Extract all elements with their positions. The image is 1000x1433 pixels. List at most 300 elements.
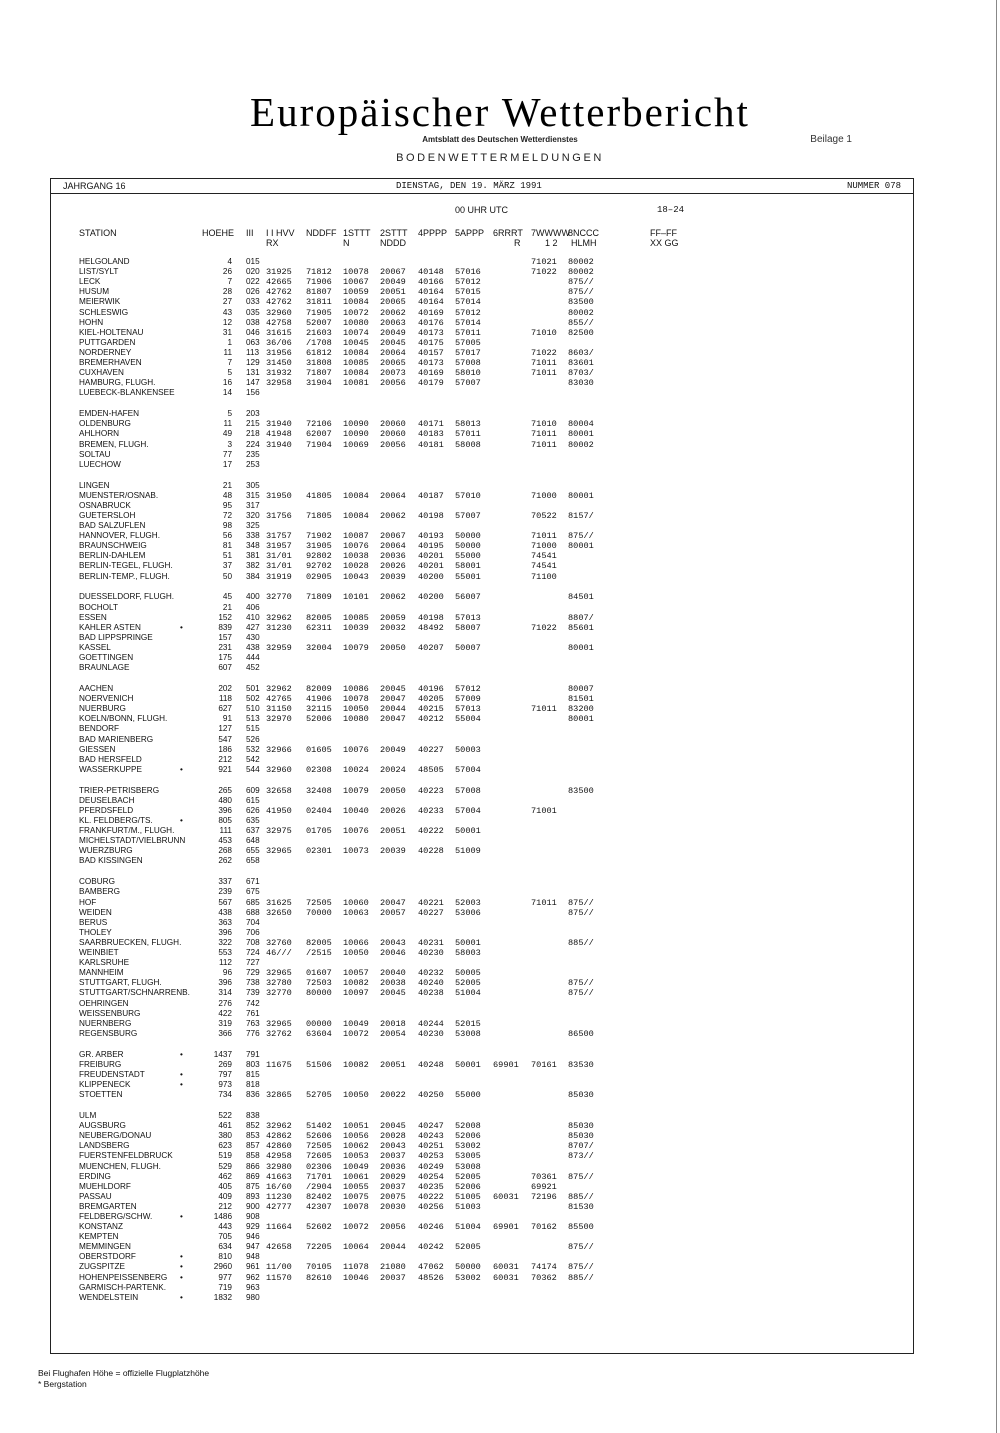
synop-group: 10084 xyxy=(343,348,369,358)
synop-group: 20062 xyxy=(380,592,406,602)
station-name: NORDERNEY xyxy=(79,348,132,357)
synop-group: 10074 xyxy=(343,328,369,338)
synop-group: 50001 xyxy=(455,1060,481,1070)
col-7wwww-sub: 1 2 xyxy=(545,238,558,248)
synop-group: 32770 xyxy=(266,988,292,998)
station-name: AACHEN xyxy=(79,684,114,693)
synop-group: 32865 xyxy=(266,1090,292,1100)
table-row xyxy=(0,267,1000,277)
synop-group: 20065 xyxy=(380,297,406,307)
synop-group: 40254 xyxy=(418,1172,444,1182)
mountain-station-mark: • xyxy=(180,623,183,632)
synop-group: 32770 xyxy=(266,592,292,602)
synop-group: 32965 xyxy=(266,846,292,856)
station-name: LUEBECK-BLANKENSEE xyxy=(79,388,175,397)
table-row xyxy=(0,765,1000,775)
synop-group: 80004 xyxy=(568,419,594,429)
synop-group: 40200 xyxy=(418,572,444,582)
synop-group: 63604 xyxy=(306,1029,332,1039)
col-8nccc-sub: HLMH xyxy=(571,238,597,248)
synop-group: 60031 xyxy=(493,1262,519,1272)
synop-group: 57016 xyxy=(455,267,481,277)
synop-group: 40221 xyxy=(418,898,444,908)
synop-group: 10063 xyxy=(343,908,369,918)
synop-group: 51402 xyxy=(306,1121,332,1131)
synop-group: 10056 xyxy=(343,1131,369,1141)
synop-group: 10073 xyxy=(343,846,369,856)
synop-group: 52005 xyxy=(455,978,481,988)
synop-group: 57014 xyxy=(455,297,481,307)
synop-group: 40187 xyxy=(418,491,444,501)
table-row xyxy=(0,419,1000,429)
station-height: 547 xyxy=(218,735,232,744)
table-row xyxy=(0,887,1000,897)
station-index: 317 xyxy=(246,501,260,510)
synop-group: 83200 xyxy=(568,704,594,714)
station-index: 131 xyxy=(246,368,260,377)
col-hoehe: HOEHE xyxy=(202,228,235,238)
synop-group: 48505 xyxy=(418,765,444,775)
synop-group: 81501 xyxy=(568,694,594,704)
synop-group: 31905 xyxy=(306,541,332,551)
station-height: 797 xyxy=(218,1070,232,1079)
synop-group: 71807 xyxy=(306,368,332,378)
synop-group: 10081 xyxy=(343,378,369,388)
synop-group: 20060 xyxy=(380,429,406,439)
synop-group: 57013 xyxy=(455,613,481,623)
synop-group: 55000 xyxy=(455,551,481,561)
synop-group: 10066 xyxy=(343,938,369,948)
synop-group: 72503 xyxy=(306,978,332,988)
synop-group: 20057 xyxy=(380,908,406,918)
synop-group: 83601 xyxy=(568,358,594,368)
synop-group: 62007 xyxy=(306,429,332,439)
synop-group: 20044 xyxy=(380,1242,406,1252)
synop-group: 20029 xyxy=(380,1172,406,1182)
station-height: 265 xyxy=(218,786,232,795)
station-index: 235 xyxy=(246,450,260,459)
synop-group: 40251 xyxy=(418,1141,444,1151)
col-7wwww: 7WWWW xyxy=(531,228,570,238)
station-height: 5 xyxy=(227,409,232,418)
synop-group: 21080 xyxy=(380,1262,406,1272)
synop-group: 74174 xyxy=(531,1262,557,1272)
station-index: 658 xyxy=(246,856,260,865)
station-index: 815 xyxy=(246,1070,260,1079)
station-index: 452 xyxy=(246,663,260,672)
station-name: WEINBIET xyxy=(79,948,119,957)
synop-group: 57012 xyxy=(455,277,481,287)
station-height: 7 xyxy=(227,277,232,286)
synop-group: 10072 xyxy=(343,1029,369,1039)
station-name: MUENSTER/OSNAB. xyxy=(79,491,159,500)
station-name: AHLHORN xyxy=(79,429,120,438)
synop-group: 20049 xyxy=(380,328,406,338)
station-height: 396 xyxy=(218,806,232,815)
synop-group: 70161 xyxy=(531,1060,557,1070)
synop-group: 50007 xyxy=(455,643,481,653)
station-height: 396 xyxy=(218,928,232,937)
synop-group: 20075 xyxy=(380,1192,406,1202)
synop-group: 53008 xyxy=(455,1029,481,1039)
synop-group: 48492 xyxy=(418,623,444,633)
synop-group: 71011 xyxy=(531,368,557,378)
page-title: Europäischer Wetterbericht xyxy=(250,89,750,135)
station-name: EMDEN-HAFEN xyxy=(79,409,140,418)
table-row xyxy=(0,297,1000,307)
synop-group: 855// xyxy=(568,318,594,328)
synop-group: 02905 xyxy=(306,572,332,582)
synop-group: 71022 xyxy=(531,348,557,358)
station-index: 729 xyxy=(246,968,260,977)
station-height: 607 xyxy=(218,663,232,672)
synop-group: 20030 xyxy=(380,1202,406,1212)
station-name: FREUDENSTADT xyxy=(79,1070,145,1079)
synop-group: 92702 xyxy=(306,561,332,571)
station-height: 175 xyxy=(218,653,232,662)
synop-group: 40195 xyxy=(418,541,444,551)
synop-group: 32966 xyxy=(266,745,292,755)
station-height: 77 xyxy=(222,450,232,459)
table-row xyxy=(0,368,1000,378)
synop-group: 875// xyxy=(568,531,594,541)
table-row xyxy=(0,988,1000,998)
synop-group: 53002 xyxy=(455,1273,481,1283)
station-name: BREMEN, FLUGH. xyxy=(79,440,149,449)
synop-group: 20028 xyxy=(380,1131,406,1141)
station-name: LECK xyxy=(79,277,101,286)
synop-group: 20040 xyxy=(380,968,406,978)
synop-group: 20056 xyxy=(380,1222,406,1232)
mountain-station-mark: • xyxy=(180,1252,183,1261)
station-height: 43 xyxy=(222,308,232,317)
synop-group: 10085 xyxy=(343,358,369,368)
synop-group: 83030 xyxy=(568,378,594,388)
synop-group: 70362 xyxy=(531,1273,557,1283)
station-name: NUERBURG xyxy=(79,704,126,713)
station-index: 803 xyxy=(246,1060,260,1069)
synop-group: 20056 xyxy=(380,440,406,450)
synop-group: 20044 xyxy=(380,704,406,714)
station-name: ERDING xyxy=(79,1172,111,1181)
table-row xyxy=(0,1131,1000,1141)
synop-group: 32762 xyxy=(266,1029,292,1039)
footnote-airport: Bei Flughafen Höhe = offizielle Flugplatzhöhe xyxy=(38,1368,210,1378)
station-index: 637 xyxy=(246,826,260,835)
station-height: 705 xyxy=(218,1232,232,1241)
table-row xyxy=(0,328,1000,338)
synop-group: 52015 xyxy=(455,1019,481,1029)
synop-group: 57007 xyxy=(455,378,481,388)
synop-group: 69901 xyxy=(493,1222,519,1232)
synop-group: 71902 xyxy=(306,531,332,541)
station-name: KL. FELDBERG/TS. xyxy=(79,816,153,825)
station-height: 269 xyxy=(218,1060,232,1069)
station-name: MEIERWIK xyxy=(79,297,121,306)
station-index: 626 xyxy=(246,806,260,815)
table-row xyxy=(0,1080,1000,1090)
station-index: 384 xyxy=(246,572,260,581)
synop-group: 58013 xyxy=(455,419,481,429)
synop-group: 10059 xyxy=(343,287,369,297)
synop-group: 71904 xyxy=(306,440,332,450)
synop-group: 40222 xyxy=(418,1192,444,1202)
synop-group: 10080 xyxy=(343,318,369,328)
station-index: 853 xyxy=(246,1131,260,1140)
synop-group: 80002 xyxy=(568,257,594,267)
table-row xyxy=(0,450,1000,460)
station-height: 553 xyxy=(218,948,232,957)
table-row xyxy=(0,287,1000,297)
station-index: 438 xyxy=(246,643,260,652)
synop-group: 80001 xyxy=(568,643,594,653)
mountain-station-mark: • xyxy=(180,816,183,825)
station-index: 156 xyxy=(246,388,260,397)
synop-group: 81530 xyxy=(568,1202,594,1212)
table-row xyxy=(0,806,1000,816)
synop-group: 70000 xyxy=(306,908,332,918)
synop-group: 32958 xyxy=(266,378,292,388)
station-name: KEMPTEN xyxy=(79,1232,119,1241)
synop-group: 02301 xyxy=(306,846,332,856)
synop-group: 52008 xyxy=(455,1121,481,1131)
synop-group: 57004 xyxy=(455,765,481,775)
synop-group: 11/00 xyxy=(266,1262,292,1272)
station-index: 338 xyxy=(246,531,260,540)
station-height: 49 xyxy=(222,429,232,438)
table-row xyxy=(0,663,1000,673)
station-height: 17 xyxy=(222,460,232,469)
station-name: LINGEN xyxy=(79,481,110,490)
table-row xyxy=(0,816,1000,826)
synop-group: 32980 xyxy=(266,1162,292,1172)
station-height: 239 xyxy=(218,887,232,896)
synop-group: 20045 xyxy=(380,684,406,694)
synop-group: 20045 xyxy=(380,988,406,998)
station-name: BOCHOLT xyxy=(79,603,118,612)
table-row xyxy=(0,1050,1000,1060)
synop-group: 01605 xyxy=(306,745,332,755)
synop-group: 69921 xyxy=(531,1182,557,1192)
synop-group: 10078 xyxy=(343,267,369,277)
station-name: MEMMINGEN xyxy=(79,1242,131,1251)
synop-group: 875// xyxy=(568,1172,594,1182)
synop-group: 40249 xyxy=(418,1162,444,1172)
synop-group: 82402 xyxy=(306,1192,332,1202)
synop-group: 52602 xyxy=(306,1222,332,1232)
table-row xyxy=(0,704,1000,714)
synop-group: 8707/ xyxy=(568,1141,594,1151)
synop-group: 72505 xyxy=(306,898,332,908)
station-index: 776 xyxy=(246,1029,260,1038)
col-hvv-sub: RX xyxy=(266,238,279,248)
station-index: 961 xyxy=(246,1262,260,1271)
col-nddff: NDDFF xyxy=(306,228,337,238)
table-row xyxy=(0,958,1000,968)
synop-group: 51009 xyxy=(455,846,481,856)
synop-group: 85030 xyxy=(568,1131,594,1141)
synop-group: 51003 xyxy=(455,1202,481,1212)
synop-group: 53008 xyxy=(455,1162,481,1172)
mountain-station-mark: • xyxy=(180,1293,183,1302)
synop-group: 20064 xyxy=(380,491,406,501)
station-name: SAARBRUECKEN, FLUGH. xyxy=(79,938,182,947)
synop-group: 20043 xyxy=(380,1141,406,1151)
table-row xyxy=(0,572,1000,582)
station-height: 529 xyxy=(218,1162,232,1171)
synop-group: 71022 xyxy=(531,267,557,277)
synop-group: 72205 xyxy=(306,1242,332,1252)
station-height: 11 xyxy=(223,419,232,428)
station-height: 276 xyxy=(218,999,232,1008)
synop-group: 20039 xyxy=(380,846,406,856)
station-height: 409 xyxy=(218,1192,232,1201)
table-row xyxy=(0,561,1000,571)
col-2sttt: 2STTT xyxy=(380,228,408,238)
mountain-station-mark: • xyxy=(180,765,183,774)
synop-group: 50000 xyxy=(455,1262,481,1272)
table-row xyxy=(0,1009,1000,1019)
station-index: 046 xyxy=(246,328,260,337)
table-row xyxy=(0,948,1000,958)
synop-group: 82500 xyxy=(568,328,594,338)
synop-group: 42860 xyxy=(266,1141,292,1151)
station-name: BERLIN-TEMP., FLUGH. xyxy=(79,572,170,581)
synop-group: 875// xyxy=(568,978,594,988)
synop-group: 58001 xyxy=(455,561,481,571)
synop-group: 80001 xyxy=(568,714,594,724)
synop-group: 10076 xyxy=(343,745,369,755)
station-name: COBURG xyxy=(79,877,115,886)
station-name: STUTTGART/SCHNARRENB. xyxy=(79,988,190,997)
table-row xyxy=(0,1202,1000,1212)
synop-group: 40198 xyxy=(418,511,444,521)
table-row xyxy=(0,1212,1000,1222)
synop-group: 20022 xyxy=(380,1090,406,1100)
synop-group: 10053 xyxy=(343,1151,369,1161)
synop-group: 32960 xyxy=(266,765,292,775)
station-height: 1486 xyxy=(213,1212,232,1221)
synop-group: 01607 xyxy=(306,968,332,978)
synop-group: 32658 xyxy=(266,786,292,796)
synop-group: 20073 xyxy=(380,368,406,378)
station-name: KLIPPENECK xyxy=(79,1080,131,1089)
synop-group: 40227 xyxy=(418,745,444,755)
table-row xyxy=(0,1060,1000,1070)
synop-group: 31230 xyxy=(266,623,292,633)
synop-group: 40238 xyxy=(418,988,444,998)
col-2sttt-sub: NDDD xyxy=(380,238,406,248)
station-name: MUEHLDORF xyxy=(79,1182,131,1191)
synop-group: 40223 xyxy=(418,786,444,796)
synop-group: /2515 xyxy=(306,948,332,958)
synop-group: 20049 xyxy=(380,745,406,755)
station-index: 685 xyxy=(246,898,260,907)
station-name: WASSERKUPPE xyxy=(79,765,142,774)
synop-group: 10097 xyxy=(343,988,369,998)
synop-group: 40179 xyxy=(418,378,444,388)
synop-group: 20059 xyxy=(380,613,406,623)
synop-group: 20037 xyxy=(380,1182,406,1192)
synop-group: 20047 xyxy=(380,714,406,724)
station-name: BERUS xyxy=(79,918,108,927)
col-station: STATION xyxy=(79,228,117,238)
synop-group: 20064 xyxy=(380,541,406,551)
station-height: 396 xyxy=(218,978,232,987)
synop-group: 52005 xyxy=(455,1242,481,1252)
station-height: 72 xyxy=(222,511,232,520)
synop-group: 10049 xyxy=(343,1019,369,1029)
synop-group: 8703/ xyxy=(568,368,594,378)
synop-group: 36/06 xyxy=(266,338,292,348)
station-name: GARMISCH-PARTENK. xyxy=(79,1283,167,1292)
synop-group: 41663 xyxy=(266,1172,292,1182)
synop-group: 10055 xyxy=(343,1182,369,1192)
station-name: BRAUNLAGE xyxy=(79,663,130,672)
synop-group: 71010 xyxy=(531,328,557,338)
table-row xyxy=(0,308,1000,318)
synop-group: 40169 xyxy=(418,368,444,378)
table-row xyxy=(0,1162,1000,1172)
station-name: GR. ARBER xyxy=(79,1050,124,1059)
synop-group: 10024 xyxy=(343,765,369,775)
station-name: KIEL-HOLTENAU xyxy=(79,328,144,337)
station-name: FREIBURG xyxy=(79,1060,122,1069)
synop-group: 40215 xyxy=(418,704,444,714)
synop-group: 31/01 xyxy=(266,551,292,561)
station-index: 320 xyxy=(246,511,260,520)
synop-group: 10084 xyxy=(343,511,369,521)
station-name: SOLTAU xyxy=(79,450,111,459)
station-height: 31 xyxy=(222,328,232,337)
col-5appp: 5APPP xyxy=(455,228,485,238)
table-row xyxy=(0,1151,1000,1161)
synop-group: 40247 xyxy=(418,1121,444,1131)
synop-group: 40222 xyxy=(418,826,444,836)
station-name: ZUGSPITZE xyxy=(79,1262,125,1271)
synop-group: 70105 xyxy=(306,1262,332,1272)
synop-group: 10050 xyxy=(343,1090,369,1100)
synop-group: 02308 xyxy=(306,765,332,775)
synop-group: 40248 xyxy=(418,1060,444,1070)
station-name: HUSUM xyxy=(79,287,110,296)
synop-group: 40181 xyxy=(418,440,444,450)
synop-group: 41906 xyxy=(306,694,332,704)
table-row xyxy=(0,1262,1000,1272)
synop-group: 10043 xyxy=(343,572,369,582)
station-index: 875 xyxy=(246,1182,260,1191)
station-name: HOHENPEISSENBERG xyxy=(79,1273,168,1282)
table-row xyxy=(0,1141,1000,1151)
synop-group: 11664 xyxy=(266,1222,292,1232)
synop-group: 58007 xyxy=(455,623,481,633)
synop-group: 51005 xyxy=(455,1192,481,1202)
synop-group: 72605 xyxy=(306,1151,332,1161)
station-index: 739 xyxy=(246,988,260,997)
synop-group: 20051 xyxy=(380,1060,406,1070)
col-1sttt-sub: N xyxy=(343,238,350,248)
synop-group: 31615 xyxy=(266,328,292,338)
synop-group: 10049 xyxy=(343,1162,369,1172)
table-row xyxy=(0,1029,1000,1039)
synop-group: 32408 xyxy=(306,786,332,796)
synop-group: 42758 xyxy=(266,318,292,328)
synop-group: 51506 xyxy=(306,1060,332,1070)
station-index: 763 xyxy=(246,1019,260,1028)
station-name: WENDELSTEIN xyxy=(79,1293,139,1302)
synop-group: 00000 xyxy=(306,1019,332,1029)
station-height: 51 xyxy=(222,551,232,560)
